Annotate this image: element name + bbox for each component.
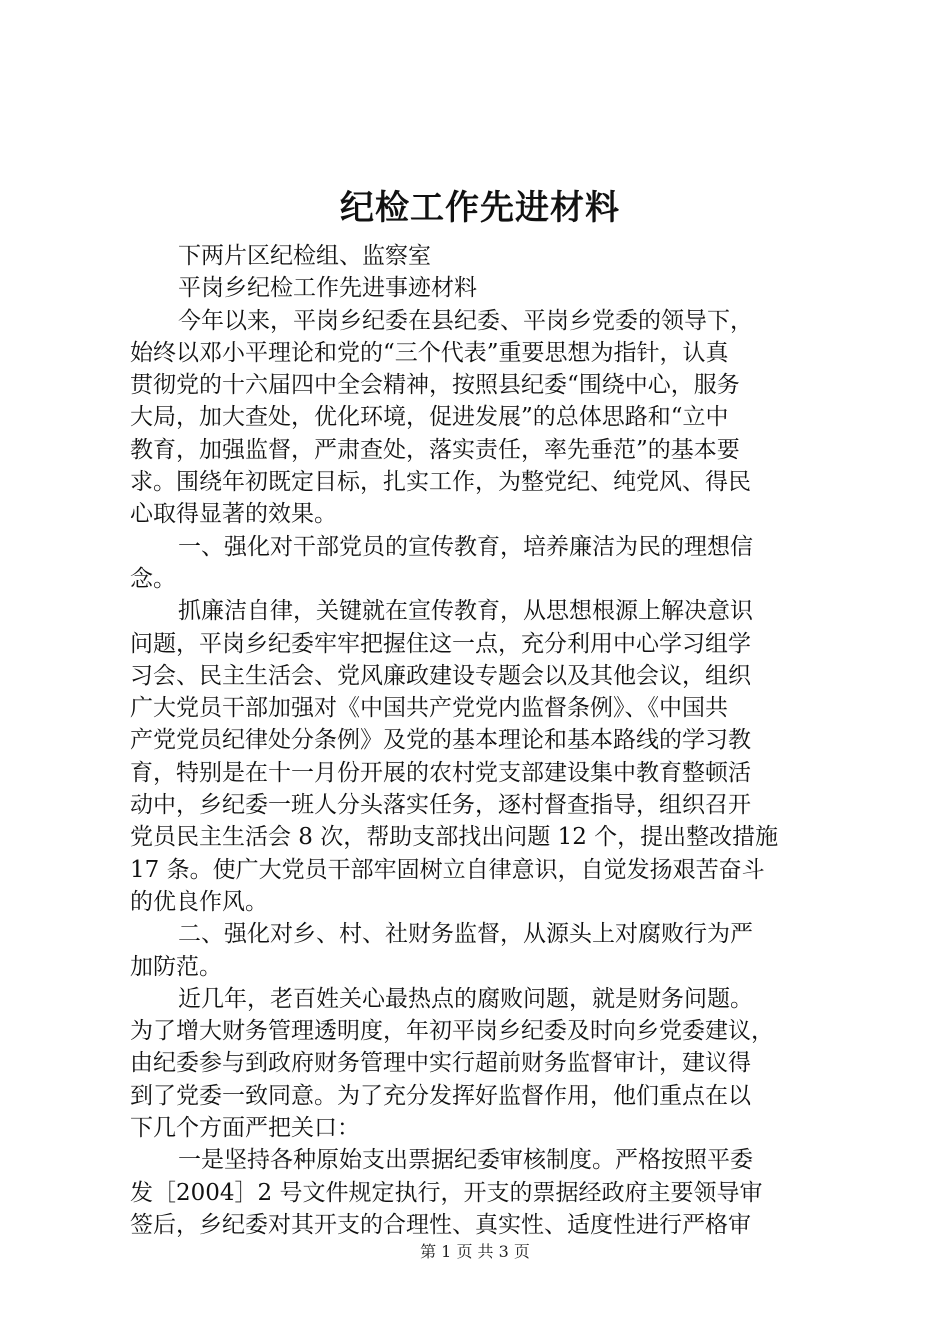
body-line: 为了增大财务管理透明度，年初平岗乡纪委及时向乡党委建议， [130,1018,774,1045]
body-line: 习会、民主生活会、党风廉政建设专题会以及其他会议，组织 [130,662,751,689]
body-line: 由纪委参与到政府财务管理中实行超前财务监督审计，建议得 [130,1050,751,1077]
document-page [130,180,830,1241]
body-line: 下几个方面严把关口： [130,1115,360,1142]
body-line: 一是坚持各种原始支出票据纪委审核制度。严格按照平委 [178,1147,753,1174]
body-line: 动中，乡纪委一班人分头落实任务，逐村督查指导，组织召开 [130,792,751,819]
body-line: 求。围绕年初既定目标，扎实工作，为整党纪、纯党风、得民 [130,469,751,496]
body-line: 党员民主生活会 8 次，帮助支部找出问题 12 个，提出整改措施 [130,824,779,851]
body-line: 今年以来，平岗乡纪委在县纪委、平岗乡党委的领导下， [178,307,753,334]
body-line: 心取得显著的效果。 [130,501,337,528]
body-line: 始终以邓小平理论和党的“三个代表”重要思想为指针，认真 [130,339,729,366]
document-title: 纪检工作先进材料 [340,188,620,228]
body-line: 签后，乡纪委对其开支的合理性、真实性、适度性进行严格审 [130,1211,751,1238]
body-line: 一、强化对干部党员的宣传教育，培养廉洁为民的理想信 [178,533,753,560]
page-footer: 第 1 页 共 3 页 [420,1242,530,1261]
body-line: 产党党员纪律处分条例》及党的基本理论和基本路线的学习教 [130,727,751,754]
body-line: 17 条。使广大党员干部牢固树立自律意识，自觉发扬艰苦奋斗 [130,856,765,883]
body-line: 教育，加强监督，严肃查处，落实责任，率先垂范”的基本要 [130,436,740,463]
body-line: 贯彻党的十六届四中全会精神，按照县纪委“围绕中心，服务 [130,372,740,399]
body-line: 念。 [130,565,176,592]
body-line: 抓廉洁自律，关键就在宣传教育，从思想根源上解决意识 [178,598,753,625]
body-line: 育，特别是在十一月份开展的农村党支部建设集中教育整顿活 [130,759,751,786]
body-line: 问题，平岗乡纪委牢牢把握住这一点，充分利用中心学习组学 [130,630,751,657]
body-line: 广大党员干部加强对《中国共产党党内监督条例》、《中国共 [130,695,728,722]
body-line: 下两片区纪检组、监察室 [178,243,431,269]
body-line: 到了党委一致同意。为了充分发挥好监督作用，他们重点在以 [130,1082,751,1109]
document-body [130,240,830,1241]
body-line: 二、强化对乡、村、社财务监督，从源头上对腐败行为严 [178,921,753,948]
body-line: 的优良作风。 [130,888,268,915]
body-line: 发［2004］2 号文件规定执行，开支的票据经政府主要领导审 [130,1179,763,1206]
body-line: 近几年，老百姓关心最热点的腐败问题，就是财务问题。 [178,985,753,1012]
body-line: 大局，加大查处，优化环境，促进发展”的总体思路和“立中 [130,404,729,431]
body-line: 加防范。 [130,953,222,980]
body-line: 平岗乡纪检工作先进事迹材料 [178,275,477,302]
